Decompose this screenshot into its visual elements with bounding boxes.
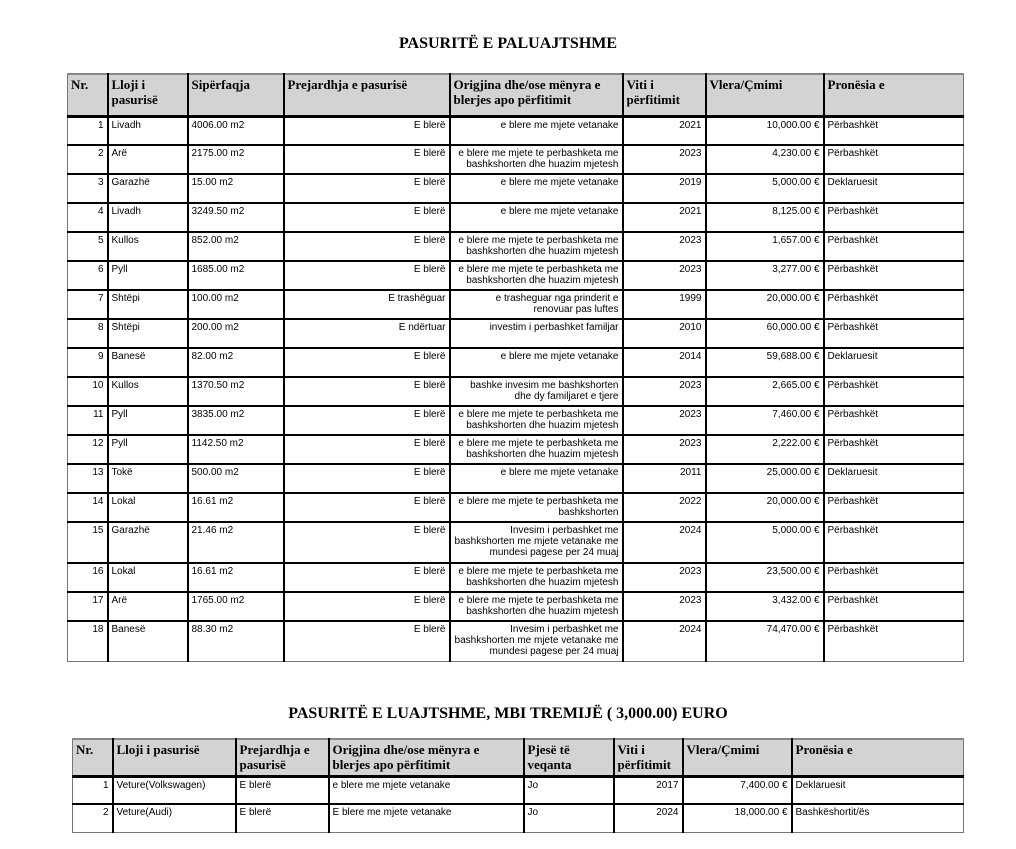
header-type: Lloji i pasurisë — [113, 739, 236, 776]
cell-year: 2023 — [623, 435, 706, 464]
cell-value: 8,125.00 € — [706, 203, 824, 232]
cell-owner: Përbashkët — [824, 290, 964, 319]
cell-nr: 3 — [68, 174, 108, 203]
cell-owner: Përbashkët — [824, 203, 964, 232]
cell-method: E blere me mjete vetanake — [329, 804, 524, 832]
cell-owner: Përbashkët — [824, 145, 964, 174]
table-row — [68, 174, 964, 203]
cell-area: 16.61 m2 — [188, 493, 284, 522]
cell-nr: 1 — [68, 116, 108, 145]
cell-method: investim i perbashket familjar — [450, 319, 623, 348]
cell-area: 1765.00 m2 — [188, 592, 284, 621]
table-row — [68, 406, 964, 435]
table-header-row — [68, 74, 964, 116]
cell-owner: Përbashkët — [824, 406, 964, 435]
cell-year: 1999 — [623, 290, 706, 319]
cell-owner: Bashkëshortit/ës — [792, 804, 964, 832]
cell-nr: 10 — [68, 377, 108, 406]
cell-value: 59,688.00 € — [706, 348, 824, 377]
cell-area: 15.00 m2 — [188, 174, 284, 203]
cell-nr: 16 — [68, 563, 108, 592]
cell-area: 2175.00 m2 — [188, 145, 284, 174]
header-value: Vlera/Çmimi — [683, 739, 792, 776]
header-year: Viti i përfitimit — [623, 74, 706, 116]
cell-owner: Përbashkët — [824, 232, 964, 261]
cell-origin: E blerë — [284, 621, 450, 661]
cell-value: 10,000.00 € — [706, 116, 824, 145]
cell-method: e blere me mjete te perbashketa me bashkshorten dhe huazim mjetesh — [450, 592, 623, 621]
header-method: Origjina dhe/ose mënyra e blerjes apo përfitimit — [450, 74, 623, 116]
cell-method: e blere me mjete vetanake — [329, 776, 524, 804]
cell-value: 74,470.00 € — [706, 621, 824, 661]
cell-area: 88.30 m2 — [188, 621, 284, 661]
cell-nr: 13 — [68, 464, 108, 493]
cell-origin: E blerë — [284, 522, 450, 563]
cell-method: e blere me mjete te perbashketa me bashkshorten dhe huazim mjetesh — [450, 145, 623, 174]
header-year: Viti i përfitimit — [614, 739, 683, 776]
cell-type: Garazhë — [108, 174, 188, 203]
immovable-assets-table — [67, 73, 964, 662]
table-row — [68, 377, 964, 406]
header-method: Origjina dhe/ose mënyra e blerjes apo përfitimit — [329, 739, 524, 776]
cell-value: 5,000.00 € — [706, 522, 824, 563]
cell-method: e trasheguar nga prinderit e renovuar pas luftes — [450, 290, 623, 319]
table-row — [68, 319, 964, 348]
cell-type: Lokal — [108, 563, 188, 592]
cell-area: 3835.00 m2 — [188, 406, 284, 435]
cell-method: e blere me mjete te perbashketa me bashkshorten dhe huazim mjetesh — [450, 435, 623, 464]
cell-nr: 2 — [68, 145, 108, 174]
header-origin: Prejardhja e pasurisë — [284, 74, 450, 116]
cell-type: Veture(Volkswagen) — [113, 776, 236, 804]
cell-year: 2023 — [623, 377, 706, 406]
cell-value: 60,000.00 € — [706, 319, 824, 348]
cell-year: 2023 — [623, 145, 706, 174]
cell-year: 2024 — [623, 621, 706, 661]
movable-assets-table — [72, 738, 964, 833]
cell-value: 18,000.00 € — [683, 804, 792, 832]
cell-owner: Përbashkët — [824, 116, 964, 145]
cell-method: e blere me mjete te perbashketa me bashkshorten dhe huazim mjetesh — [450, 232, 623, 261]
cell-owner: Përbashkët — [824, 435, 964, 464]
cell-method: bashke invesim me bashkshorten dhe dy familjaret e tjere — [450, 377, 623, 406]
table-row — [68, 621, 964, 661]
header-owner: Pronësia e — [824, 74, 964, 116]
cell-owner: Përbashkët — [824, 522, 964, 563]
cell-type: Tokë — [108, 464, 188, 493]
cell-year: 2019 — [623, 174, 706, 203]
cell-method: e blere me mjete te perbashketa me bashkshorten dhe huazim mjetesh — [450, 406, 623, 435]
cell-nr: 17 — [68, 592, 108, 621]
header-nr: Nr. — [68, 74, 108, 116]
cell-type: Arë — [108, 145, 188, 174]
cell-nr: 15 — [68, 522, 108, 563]
cell-year: 2024 — [614, 804, 683, 832]
cell-parts: Jo — [524, 804, 614, 832]
cell-nr: 12 — [68, 435, 108, 464]
cell-area: 500.00 m2 — [188, 464, 284, 493]
cell-nr: 1 — [73, 776, 113, 804]
cell-type: Pyll — [108, 261, 188, 290]
cell-value: 2,665.00 € — [706, 377, 824, 406]
cell-origin: E blerë — [284, 464, 450, 493]
table-row — [68, 592, 964, 621]
cell-type: Kullos — [108, 232, 188, 261]
cell-owner: Përbashkët — [824, 592, 964, 621]
cell-area: 1685.00 m2 — [188, 261, 284, 290]
cell-year: 2023 — [623, 563, 706, 592]
cell-origin: E blerë — [284, 174, 450, 203]
header-nr: Nr. — [73, 739, 113, 776]
cell-owner: Përbashkët — [824, 377, 964, 406]
cell-type: Garazhë — [108, 522, 188, 563]
cell-origin: E blerë — [236, 804, 329, 832]
table-row — [68, 522, 964, 563]
cell-year: 2021 — [623, 203, 706, 232]
cell-origin: E blerë — [284, 435, 450, 464]
cell-parts: Jo — [524, 776, 614, 804]
header-value: Vlera/Çmimi — [706, 74, 824, 116]
table-row — [73, 804, 964, 832]
cell-method: e blere me mjete vetanake — [450, 203, 623, 232]
cell-area: 1142.50 m2 — [188, 435, 284, 464]
cell-type: Banesë — [108, 621, 188, 661]
cell-nr: 2 — [73, 804, 113, 832]
cell-owner: Përbashkët — [824, 319, 964, 348]
cell-nr: 4 — [68, 203, 108, 232]
immovable-assets-title: PASURITË E PALUAJTSHME — [398, 35, 618, 52]
cell-origin: E blerë — [284, 592, 450, 621]
cell-type: Livadh — [108, 116, 188, 145]
cell-type: Shtëpi — [108, 290, 188, 319]
cell-type: Arë — [108, 592, 188, 621]
cell-owner: Përbashkët — [824, 261, 964, 290]
movable-assets-title: PASURITË E LUAJTSHME, MBI TREMIJË ( 3,000.00) EURO — [288, 705, 728, 722]
cell-area: 4006.00 m2 — [188, 116, 284, 145]
cell-method: e blere me mjete te perbashketa me bashkshorten — [450, 493, 623, 522]
cell-origin: E blerë — [284, 563, 450, 592]
cell-origin: E blerë — [284, 145, 450, 174]
cell-origin: E blerë — [284, 232, 450, 261]
cell-owner: Përbashkët — [824, 563, 964, 592]
cell-nr: 5 — [68, 232, 108, 261]
cell-value: 20,000.00 € — [706, 290, 824, 319]
cell-area: 82.00 m2 — [188, 348, 284, 377]
cell-nr: 11 — [68, 406, 108, 435]
table-row — [68, 116, 964, 145]
cell-value: 1,657.00 € — [706, 232, 824, 261]
cell-nr: 8 — [68, 319, 108, 348]
cell-origin: E blerë — [284, 261, 450, 290]
cell-value: 23,500.00 € — [706, 563, 824, 592]
cell-year: 2022 — [623, 493, 706, 522]
cell-year: 2023 — [623, 232, 706, 261]
cell-year: 2014 — [623, 348, 706, 377]
cell-value: 2,222.00 € — [706, 435, 824, 464]
cell-method: e blere me mjete vetanake — [450, 174, 623, 203]
table-row — [68, 290, 964, 319]
header-origin: Prejardhja e pasurisë — [236, 739, 329, 776]
header-parts: Pjesë të veqanta — [524, 739, 614, 776]
table-row — [68, 348, 964, 377]
cell-method: e blere me mjete te perbashketa me bashkshorten dhe huazim mjetesh — [450, 261, 623, 290]
table-row — [68, 435, 964, 464]
cell-nr: 6 — [68, 261, 108, 290]
cell-year: 2010 — [623, 319, 706, 348]
table-row — [68, 145, 964, 174]
cell-value: 7,460.00 € — [706, 406, 824, 435]
cell-origin: E blerë — [284, 203, 450, 232]
cell-type: Kullos — [108, 377, 188, 406]
cell-method: e blere me mjete te perbashketa me bashkshorten dhe huazim mjetesh — [450, 563, 623, 592]
cell-type: Livadh — [108, 203, 188, 232]
cell-type: Veture(Audi) — [113, 804, 236, 832]
table-header-row — [73, 739, 964, 776]
cell-owner: Deklaruesit — [824, 348, 964, 377]
cell-year: 2024 — [623, 522, 706, 563]
cell-origin: E blerë — [284, 406, 450, 435]
cell-area: 852.00 m2 — [188, 232, 284, 261]
cell-type: Lokal — [108, 493, 188, 522]
table-row — [68, 563, 964, 592]
cell-owner: Përbashkët — [824, 493, 964, 522]
table-row — [68, 261, 964, 290]
table-row — [68, 203, 964, 232]
cell-value: 7,400.00 € — [683, 776, 792, 804]
cell-origin: E blerë — [284, 377, 450, 406]
cell-area: 200.00 m2 — [188, 319, 284, 348]
cell-type: Pyll — [108, 406, 188, 435]
cell-area: 16.61 m2 — [188, 563, 284, 592]
cell-owner: Deklaruesit — [824, 464, 964, 493]
cell-method: Invesim i perbashket me bashkshorten me mjete vetanake me mundesi pagese per 24 muaj — [450, 522, 623, 563]
cell-origin: E blerë — [284, 348, 450, 377]
cell-nr: 18 — [68, 621, 108, 661]
cell-year: 2023 — [623, 406, 706, 435]
cell-method: e blere me mjete vetanake — [450, 464, 623, 493]
cell-value: 20,000.00 € — [706, 493, 824, 522]
cell-type: Banesë — [108, 348, 188, 377]
cell-origin: E ndërtuar — [284, 319, 450, 348]
cell-value: 3,432.00 € — [706, 592, 824, 621]
cell-year: 2023 — [623, 261, 706, 290]
cell-nr: 7 — [68, 290, 108, 319]
cell-value: 3,277.00 € — [706, 261, 824, 290]
cell-type: Pyll — [108, 435, 188, 464]
cell-year: 2023 — [623, 592, 706, 621]
cell-value: 25,000.00 € — [706, 464, 824, 493]
table-row — [68, 493, 964, 522]
table-row — [68, 232, 964, 261]
cell-year: 2021 — [623, 116, 706, 145]
header-area: Sipërfaqja — [188, 74, 284, 116]
cell-area: 1370.50 m2 — [188, 377, 284, 406]
cell-year: 2011 — [623, 464, 706, 493]
cell-method: e blere me mjete vetanake — [450, 116, 623, 145]
cell-area: 3249.50 m2 — [188, 203, 284, 232]
cell-value: 4,230.00 € — [706, 145, 824, 174]
cell-origin: E blerë — [284, 493, 450, 522]
cell-nr: 9 — [68, 348, 108, 377]
cell-owner: Deklaruesit — [824, 174, 964, 203]
table-row — [68, 464, 964, 493]
cell-origin: E trashëguar — [284, 290, 450, 319]
cell-value: 5,000.00 € — [706, 174, 824, 203]
cell-area: 21.46 m2 — [188, 522, 284, 563]
cell-origin: E blerë — [236, 776, 329, 804]
header-type: Lloji i pasurisë — [108, 74, 188, 116]
cell-owner: Deklaruesit — [792, 776, 964, 804]
cell-method: Invesim i perbashket me bashkshorten me mjete vetanake me mundesi pagese per 24 muaj — [450, 621, 623, 661]
cell-owner: Përbashkët — [824, 621, 964, 661]
cell-year: 2017 — [614, 776, 683, 804]
cell-area: 100.00 m2 — [188, 290, 284, 319]
cell-type: Shtëpi — [108, 319, 188, 348]
table-row — [73, 776, 964, 804]
cell-origin: E blerë — [284, 116, 450, 145]
cell-method: e blere me mjete vetanake — [450, 348, 623, 377]
cell-nr: 14 — [68, 493, 108, 522]
header-owner: Pronësia e — [792, 739, 964, 776]
